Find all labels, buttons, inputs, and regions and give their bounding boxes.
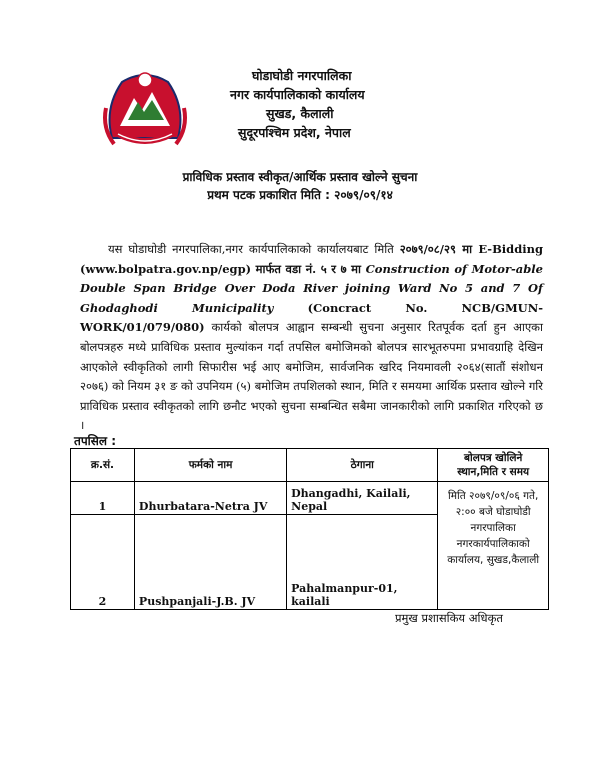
header-sn: क्र.सं. [71,449,135,482]
office-header [230,66,460,142]
details-label: तपसिल : [74,434,116,448]
row-sn: 2 [71,515,135,610]
body-project-title: Construction of Motor-able Double Span Bridge Over Doda River joining Ward No 5 and 7 Of Ghodaghodi Municipality [80,261,543,315]
notice-body [80,240,543,436]
header-opening: बोलपत्र खोलिने स्थान,मिति र समय [438,449,549,482]
notice-title: प्राविधिक प्रस्ताव स्वीकृत/आर्थिक प्रस्ताव खोल्ने सुचना [182,170,418,184]
row-sn: 1 [71,482,135,515]
signatory-title: प्रमुख प्रशासकिय अधिकृत [395,611,503,625]
office-location: सुखड, कैलाली [266,106,334,121]
province-name: सुदूरपश्चिम प्रदेश, नेपाल [238,125,351,140]
header-address: ठेगाना [287,449,438,482]
body-date-bidding: २०७९/०८/२९ मा E-Bidding (www.bolpatra.gov.np/egp) मार्फत वडा नं. ५ र ७ मा [80,242,544,276]
row-address: Dhangadhi, Kailali, Nepal [287,482,438,515]
opening-info: मिति २०७९/०९/०६ गते, २:०० बजे घोडाघोडी नगरपालिका नगरकार्यपालिकाको कार्यालय, सुखड,कैलाली [438,482,549,610]
row-address: Pahalmanpur-01, kailali [287,515,438,610]
header-firm: फर्मको नाम [134,449,286,482]
municipality-name: घोडाघोडी नगरपालिका [252,68,352,83]
nepal-emblem-icon [100,68,190,152]
table-header-row [71,449,549,482]
body-intro: यस घोडाघोडी नगरपालिका,नगर कार्यपालिकाको कार्यालयबाट मिति [108,242,400,256]
office-name: नगर कार्यपालिकाको कार्यालय [230,87,365,102]
notice-published-date: प्रथम पटक प्रकाशित मिति : २०७९/०९/१४ [207,188,393,202]
bidders-table [70,448,549,610]
body-details: कार्यको बोलपत्र आह्वान सम्बन्धी सुचना अनुसार रितपूर्वक दर्ता हुन आएका बोलपत्रहरु मध्ये प्राविधिक प्रस्ताव मुल्यांकन गर्दा तपसिल बमोजिमको बोलपत्र सारभूतरुपमा प्रभावग्राहि देखिन आएकोले स्वीकृतिको लागी सिफारीस भई आए बमोजिम, सार्वजनिक खरिद नियमावली २०६४(सातौं संशोधन २०७६) को नियम ३१ ङ को उपनियम (५) बमोजिम तपशिलको स्थान, मिति र समयमा आर्थिक प्रस्ताव खोल्ने गरि प्राविधिक प्रस्ताव स्वीकृतको लागि छनौट भएको सुचना सम्बन्धित सबैमा जानकारीको लागि प्रकाशित गरिएको छ । [80,320,543,433]
row-firm: Dhurbatara-Netra JV [134,482,286,515]
body-contract-number: (Concract No. NCB/GMUN-WORK/01/079/080) [80,300,543,335]
table-row [71,482,549,515]
row-firm: Pushpanjali-J.B. JV [134,515,286,610]
notice-heading [0,168,600,204]
